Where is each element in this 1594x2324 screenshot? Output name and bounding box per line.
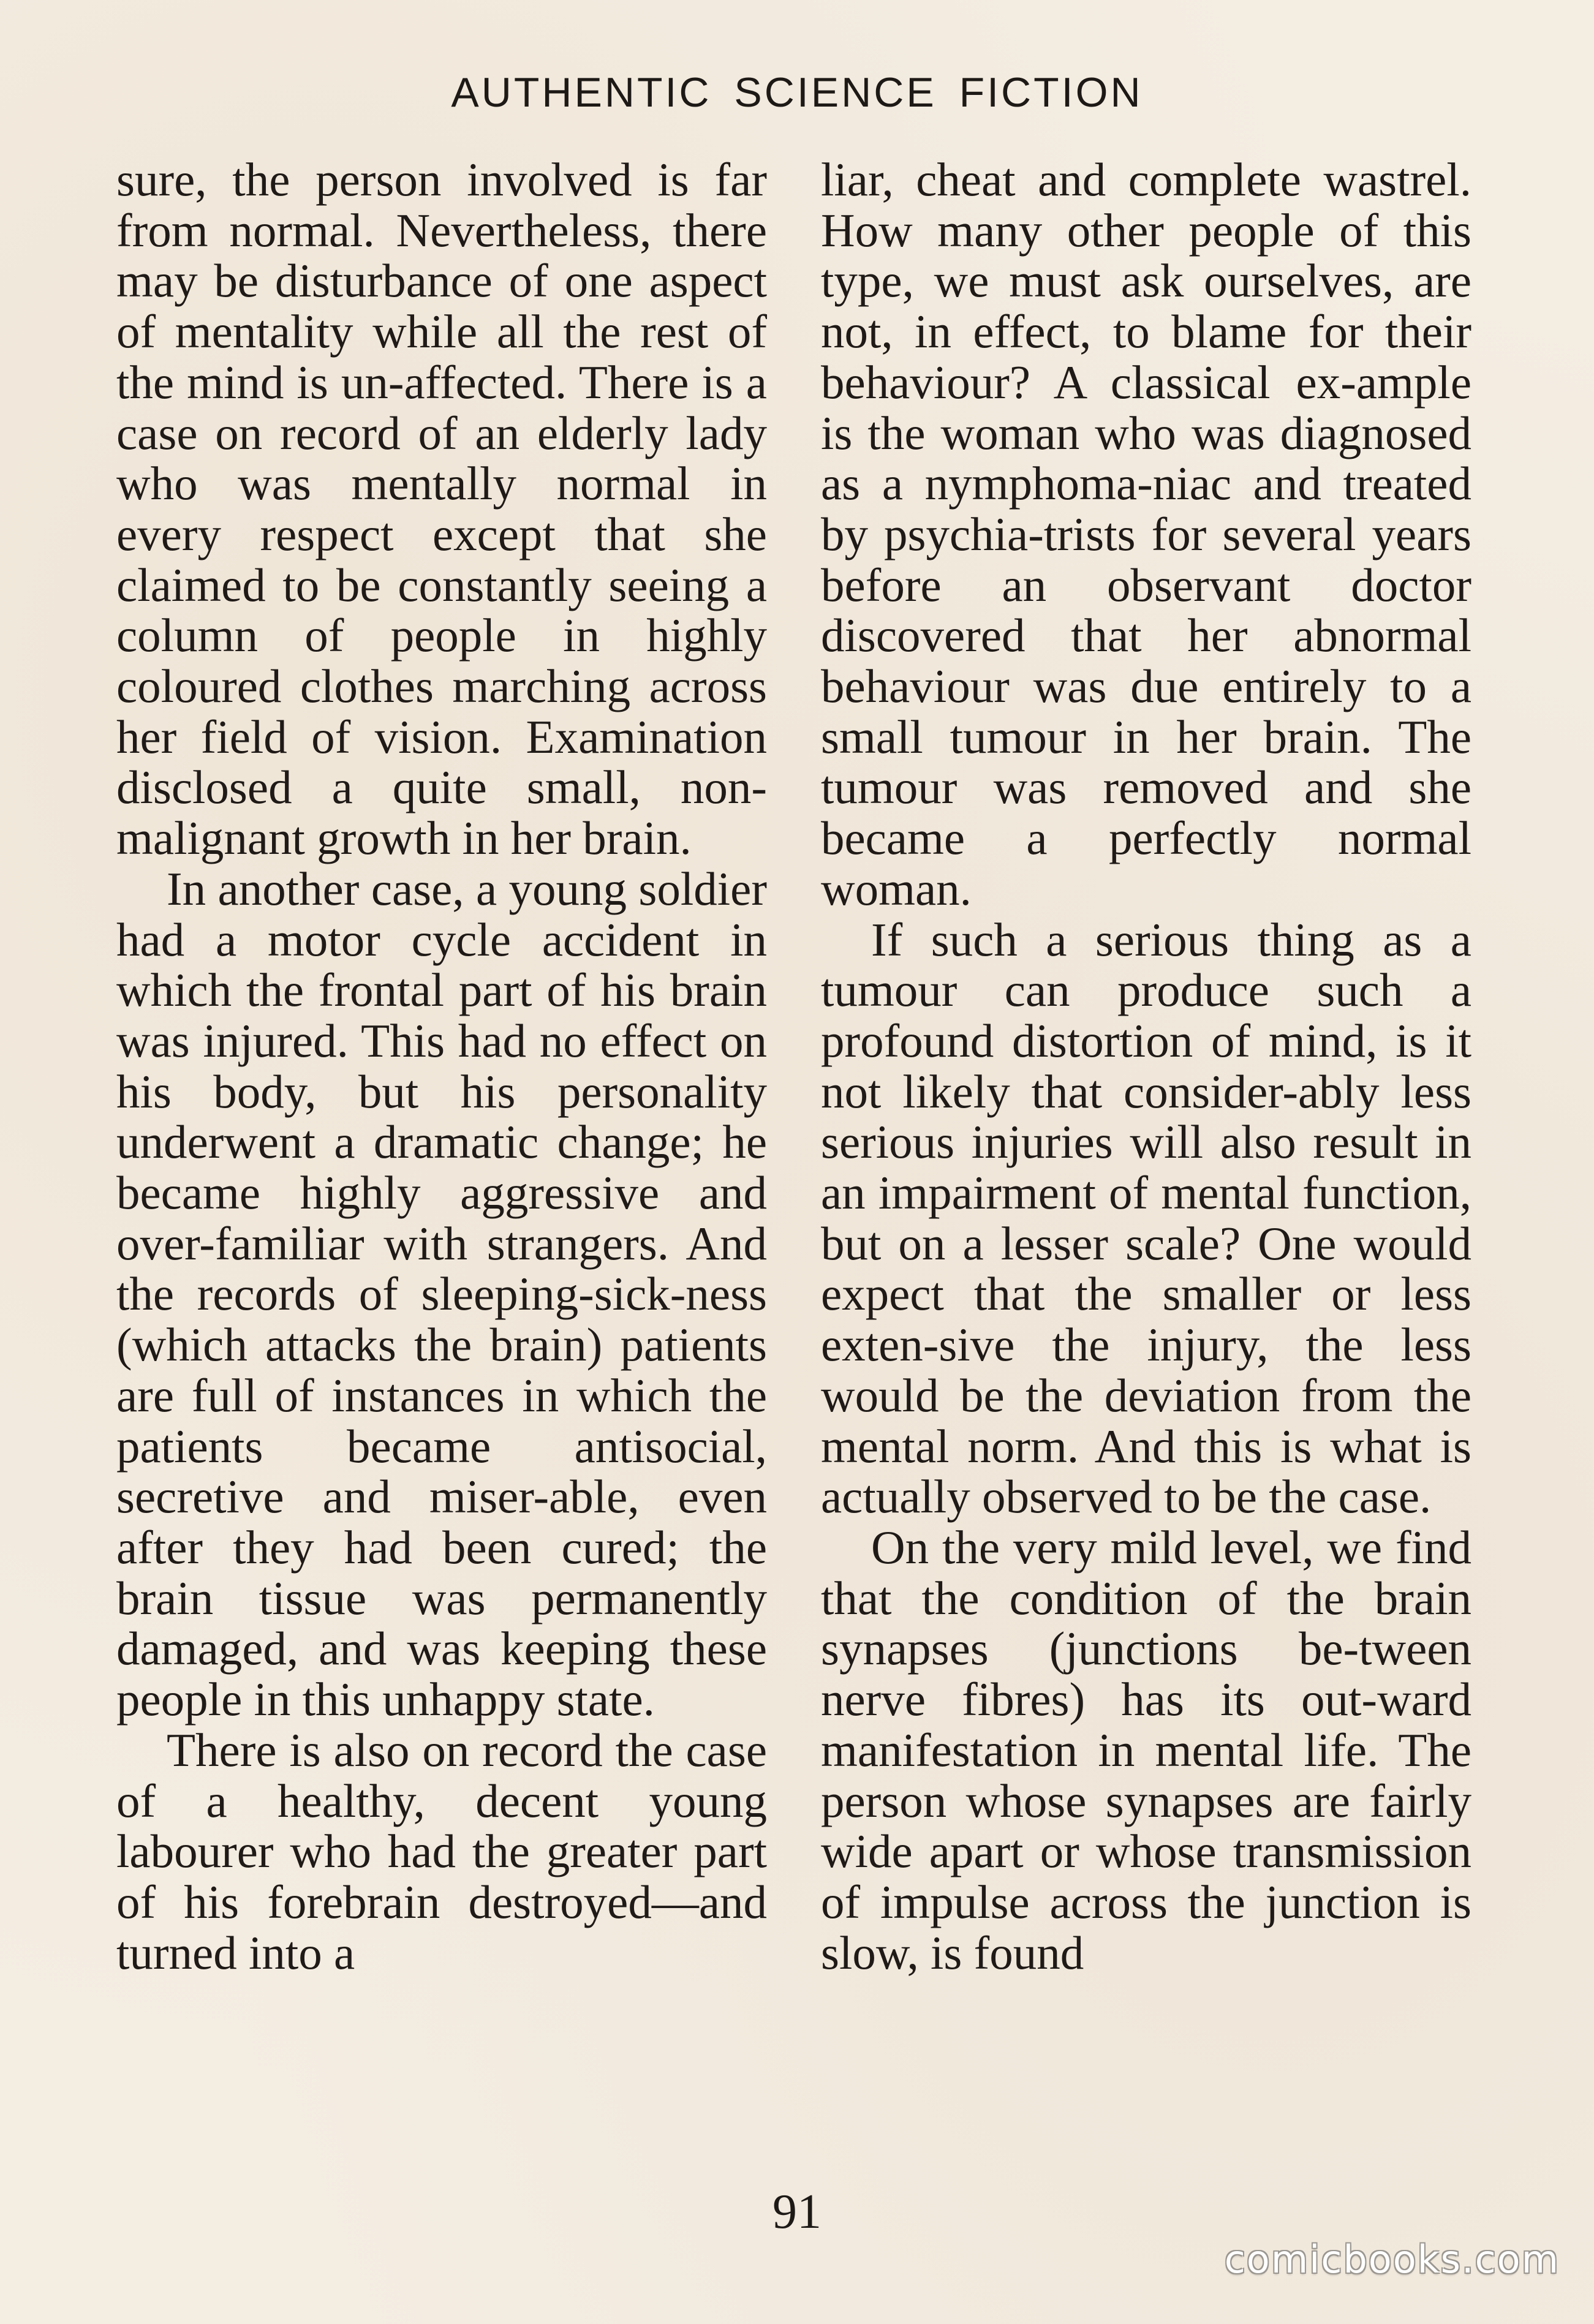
- paragraph: liar, cheat and complete wastrel. How many other people of this type, we must ask ourselves, are not, in effect, to blame for their behaviour? A classical ex-ample is the woman who was diagnosed as a nymphoma-niac and treated by psychia-trists for several years before an observant doctor discovered that her abnormal behaviour was due entirely to a small tumour in her brain. The tumour was removed and she became a perfectly normal woman.: [821, 153, 1471, 915]
- left-column: [116, 154, 767, 1978]
- paragraph: If such a serious thing as a tumour can produce such a profound distortion of mind, is it not likely that consider-ably less serious injuries will also result in an impairment of mental function, but on a lesser scale? One would expect that the smaller or less exten-sive the injury, the less would be the deviation from the mental norm. And this is what is actually observed to be the case.: [821, 913, 1471, 1523]
- page-number: 91: [772, 2185, 822, 2239]
- paragraph: There is also on record the case of a healthy, decent young labourer who had the greater part of his forebrain destroyed—and turned into a: [116, 1723, 767, 1979]
- paragraph: In another case, a young soldier had a motor cycle accident in which the frontal part of his brain was injured. This had no effect on his body, but his personality underwent a dramatic change; he became highly aggressive and over-familiar with strangers. And the records of sleeping-sick-ness (which attacks the brain) patients are full of instances in which the patients became antisocial, secretive and miser-able, even after they had been cured; the brain tissue was permanently damaged, and was keeping these people in this unhappy state.: [116, 862, 767, 1726]
- running-header: AUTHENTIC SCIENCE FICTION: [451, 69, 1143, 116]
- paragraph: sure, the person involved is far from normal. Nevertheless, there may be disturbance of one aspect of mentality while all the rest of the mind is un-affected. There is a case on record of an elderly lady who was mentally normal in every respect except that she claimed to be constantly seeing a column of people in highly coloured clothes marching across her field of vision. Examination disclosed a quite small, non-malignant growth in her brain.: [116, 153, 767, 865]
- right-column: [821, 154, 1471, 1978]
- paragraph: On the very mild level, we find that the condition of the brain synapses (junctions be-tween nerve fibres) has its out-ward manifestation in mental life. The person whose synapses are fairly wide apart or whose transmission of impulse across the junction is slow, is found: [821, 1520, 1471, 1979]
- source-watermark: comicbooks.com: [1224, 2237, 1560, 2282]
